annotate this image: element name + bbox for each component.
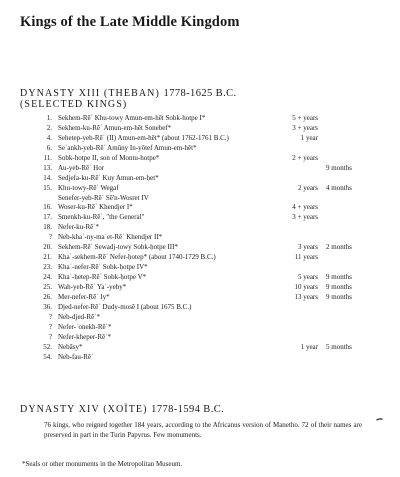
king-name: Nefer-ku-Rēʿ* — [58, 223, 100, 232]
king-name: Sobk-hotpe II, son of Montu-hotpe* — [58, 153, 160, 162]
king-row — [22, 134, 388, 144]
king-name: Wah-yeb-Rēʿ Yaʿ-yeby* — [58, 282, 127, 291]
margin-mark — [376, 418, 383, 421]
reign-years: 3 + years — [292, 213, 318, 222]
king-row — [22, 293, 388, 303]
king-number: ? — [48, 322, 52, 331]
king-number: 20. — [43, 243, 52, 252]
king-name: Nebāsy* — [58, 342, 83, 351]
reign-years: 3 years — [297, 243, 318, 252]
king-row — [22, 233, 388, 243]
king-name: Khaʿ-nefer-Rēʿ Sobk-ḥotpe IV* — [58, 263, 148, 272]
king-number: ? — [48, 233, 52, 242]
king-name: Smenkh-ku-Rēʿ, "the General" — [58, 213, 145, 222]
king-number: 21. — [43, 253, 52, 262]
king-number: 52. — [43, 342, 52, 351]
king-number: ? — [48, 312, 52, 321]
footnote: *Seals or other monuments in the Metropolitan Museum. — [22, 460, 183, 468]
king-row — [22, 203, 388, 213]
dynasty-13-subheading: (SELECTED KINGS) — [20, 99, 128, 110]
dynasty-14-heading — [20, 404, 224, 415]
king-name: Seʿankh-yeb-Rēʿ Amūny In-yōtef Amun-em-hēt* — [58, 143, 197, 152]
king-number: 6. — [46, 143, 52, 152]
king-row — [22, 114, 388, 124]
reign-years: 10 years — [294, 282, 318, 291]
reign-years: 3 + years — [292, 123, 318, 132]
reign-years: 5 + years — [292, 114, 318, 122]
king-row — [22, 323, 388, 333]
reign-months: 5 months — [326, 342, 352, 351]
king-row — [22, 164, 388, 174]
reign-years: 2 + years — [292, 153, 318, 162]
king-row — [22, 243, 388, 253]
king-name: Au-yeb-Rēʿ Hor — [58, 163, 105, 172]
king-row — [22, 283, 388, 293]
king-number: 15. — [43, 183, 52, 192]
king-number: 54. — [43, 352, 52, 361]
king-name: Sedjefa-ku-Rēʿ Kuy Amun-em-ḥet* — [58, 173, 159, 182]
reign-years: 13 years — [294, 292, 318, 301]
king-number: 23. — [43, 263, 52, 272]
king-row — [22, 174, 388, 184]
reign-years: 5 years — [297, 273, 318, 281]
king-row — [22, 213, 388, 223]
king-row — [22, 313, 388, 323]
dynasty-13-title: DYNASTY XIII (THEBAN) — [20, 88, 160, 99]
king-name: Nefer-kheper-Rēʿ* — [58, 332, 111, 341]
reign-months: 2 months — [326, 243, 352, 252]
king-row — [22, 303, 388, 313]
reign-months: 4 months — [326, 183, 352, 192]
king-number: ? — [48, 332, 52, 341]
king-name: Khaʿ-ḥetep-Rēʿ Sobk-ḥotpe V* — [58, 273, 147, 281]
dynasty-14-title: DYNASTY XIV (XOÏTE) — [20, 404, 148, 415]
king-row — [22, 223, 388, 233]
reign-months: 9 months — [326, 292, 352, 301]
king-number: 26. — [43, 292, 52, 301]
king-number: 4. — [46, 133, 52, 142]
reign-years: 11 years — [294, 253, 318, 262]
king-number: 13. — [43, 163, 52, 172]
king-name: Khu-towy-Rēʿ Wegaf — [58, 183, 119, 192]
king-number: 14. — [43, 173, 52, 182]
king-row — [22, 343, 388, 353]
king-name: Sehetep-yeb-Rēʿ (II) Amun-em-hēt* (about 1762-1761 B.C.) — [58, 133, 229, 142]
king-name: Sekhem-ku-Rēʿ Amun-em-hēt Sonebef* — [58, 123, 172, 132]
king-row — [22, 184, 388, 194]
king-name: Khaʿ-sekhem-Rēʿ Nefer-ḥotep* (about 1740-1729 B.C.) — [58, 253, 216, 262]
king-number: 2. — [46, 123, 52, 132]
reign-years: 1 year — [300, 133, 318, 142]
king-row — [22, 353, 388, 363]
page-title: Kings of the Late Middle Kingdom — [20, 14, 240, 30]
king-name: Sekhem-Rēʿ Sewadj-towy Sobk-ḥotpe III* — [58, 243, 178, 252]
reign-years: 1 year — [300, 342, 318, 351]
reign-years: 4 + years — [292, 203, 318, 212]
king-row — [22, 263, 388, 273]
king-row — [22, 273, 388, 283]
dynasty-14-description: 76 kings, who reigned together 184 years, according to the Africanus version of Manetho. 72 of their names are preserved in part in the Turin Papyrus. Few monuments. — [44, 421, 362, 439]
king-name: Nefer-ʿonekh-Rēʿ* — [58, 322, 112, 331]
king-name: Mer-nefer-Rēʿ Iy* — [58, 292, 110, 301]
king-row — [22, 194, 388, 204]
reign-months: 9 months — [326, 282, 352, 291]
king-number: 16. — [43, 203, 52, 212]
reign-months: 9 months — [326, 273, 352, 281]
king-number: 1. — [46, 114, 52, 122]
king-number: 18. — [43, 223, 52, 232]
king-name: Woser-ku-Rēʿ Khendjer I* — [58, 203, 133, 212]
dynasty-13-dates: 1778-1625 B.C. — [163, 88, 237, 99]
king-list — [22, 114, 388, 362]
king-row — [22, 253, 388, 263]
king-name: Neb-djed-Rēʿ* — [58, 312, 100, 321]
dynasty-13-heading — [20, 88, 237, 110]
king-name: Neb-khaʿ-ny-maʿet-Rēʿ Khendjer II* — [58, 233, 163, 242]
king-row — [22, 154, 388, 164]
king-number: 36. — [43, 302, 52, 311]
king-name: Senefer-yeb-Rēʿ Sē'n-Wosret IV — [58, 193, 149, 202]
dynasty-14-dates: 1778-1594 B.C. — [151, 404, 225, 415]
king-number: 11. — [43, 153, 52, 162]
king-row — [22, 124, 388, 134]
reign-years: 2 years — [297, 183, 318, 192]
king-name: Neb-fau-Rēʿ — [58, 352, 94, 361]
king-name: Sekhem-Rēʿ Khu-towy Amun-em-hēt Sobk-hotpe I* — [58, 114, 206, 122]
king-number: 24. — [43, 273, 52, 281]
reign-months: 9 months — [326, 163, 352, 172]
king-number: 25. — [43, 282, 52, 291]
king-number: 17. — [43, 213, 52, 222]
king-row — [22, 333, 388, 343]
king-name: Djed-nefer-Rēʿ Dudy-mosĕ I (about 1675 B.C.) — [58, 302, 192, 311]
king-row — [22, 144, 388, 154]
